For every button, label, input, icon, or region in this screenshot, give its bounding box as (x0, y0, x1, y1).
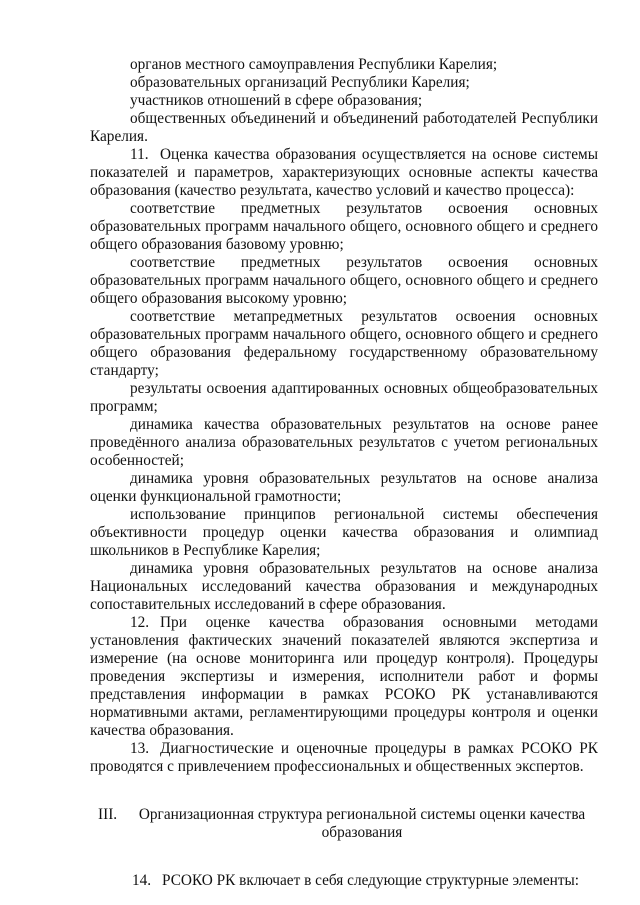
list-item: динамика качества образовательных результатов на основе ранее проведённого анализа образовательных результатов с учетом региональных особенностей; (90, 416, 598, 469)
paragraph-number: 12. (130, 614, 150, 631)
paragraph-13 (90, 740, 598, 776)
paragraph-text: Оценка качества образования осуществляется на основе системы показателей и параметров, характеризующих основные аспекты качества образования (качество результата, качество условий и качество процесса): (90, 146, 598, 199)
list-item: результаты освоения адаптированных основных общеобразовательных программ; (90, 380, 598, 415)
list-item: соответствие предметных результатов освоения основных образовательных программ начального общего, основного общего и среднего общего образования высокому уровню; (90, 254, 598, 307)
paragraph-14 (90, 872, 598, 890)
paragraph-number: 11. (130, 146, 149, 163)
section-title: Организационная структура региональной системы оценки качества образования (138, 806, 586, 841)
paragraph-number: 13. (130, 740, 150, 757)
list-item: динамика уровня образовательных результатов на основе анализа Национальных исследований качества образования и международных сопоставительных исследований в сфере образования. (90, 560, 598, 613)
list-item: использование принципов региональной системы обеспечения объективности процедур оценки качества образования и олимпиад школьников в Республике Карелия; (90, 506, 598, 559)
list-item: образовательных организаций Республики Карелия; (130, 74, 470, 91)
list-item: органов местного самоуправления Республики Карелия; (130, 56, 498, 73)
list-item: соответствие метапредметных результатов освоения основных образовательных программ начального общего, основного общего и среднего общего образования федеральному государственному образовательному стандарту; (90, 308, 598, 379)
document-page (90, 56, 598, 890)
paragraph-text: РСОКО РК включает в себя следующие структурные элементы: (162, 872, 580, 889)
section-number: III. (98, 806, 118, 823)
paragraph-11 (90, 146, 598, 200)
paragraph-text: При оценке качества образования основными методами установления фактических значений показателей являются экспертиза и измерение (на основе мониторинга или процедур контроля). Процедуры проведения экспертизы и измерения, исполнители работ и формы представления информации в рамках РСОКО РК устанавливаются нормативными актами, регламентирующими процедуры контроля и оценки качества образования. (90, 614, 598, 739)
section-heading (90, 806, 598, 842)
list-item: общественных объединений и объединений работодателей Республики Карелия. (90, 110, 598, 145)
list-item: соответствие предметных результатов освоения основных образовательных программ начального общего, основного общего и среднего общего образования базовому уровню; (90, 200, 598, 253)
list-item: участников отношений в сфере образования; (130, 92, 423, 109)
paragraph-12 (90, 614, 598, 740)
list-item: динамика уровня образовательных результатов на основе анализа оценки функциональной грамотности; (90, 470, 598, 505)
paragraph-number: 14. (132, 872, 152, 889)
paragraph-text: Диагностические и оценочные процедуры в рамках РСОКО РК проводятся с привлечением профессиональных и общественных экспертов. (90, 740, 598, 775)
